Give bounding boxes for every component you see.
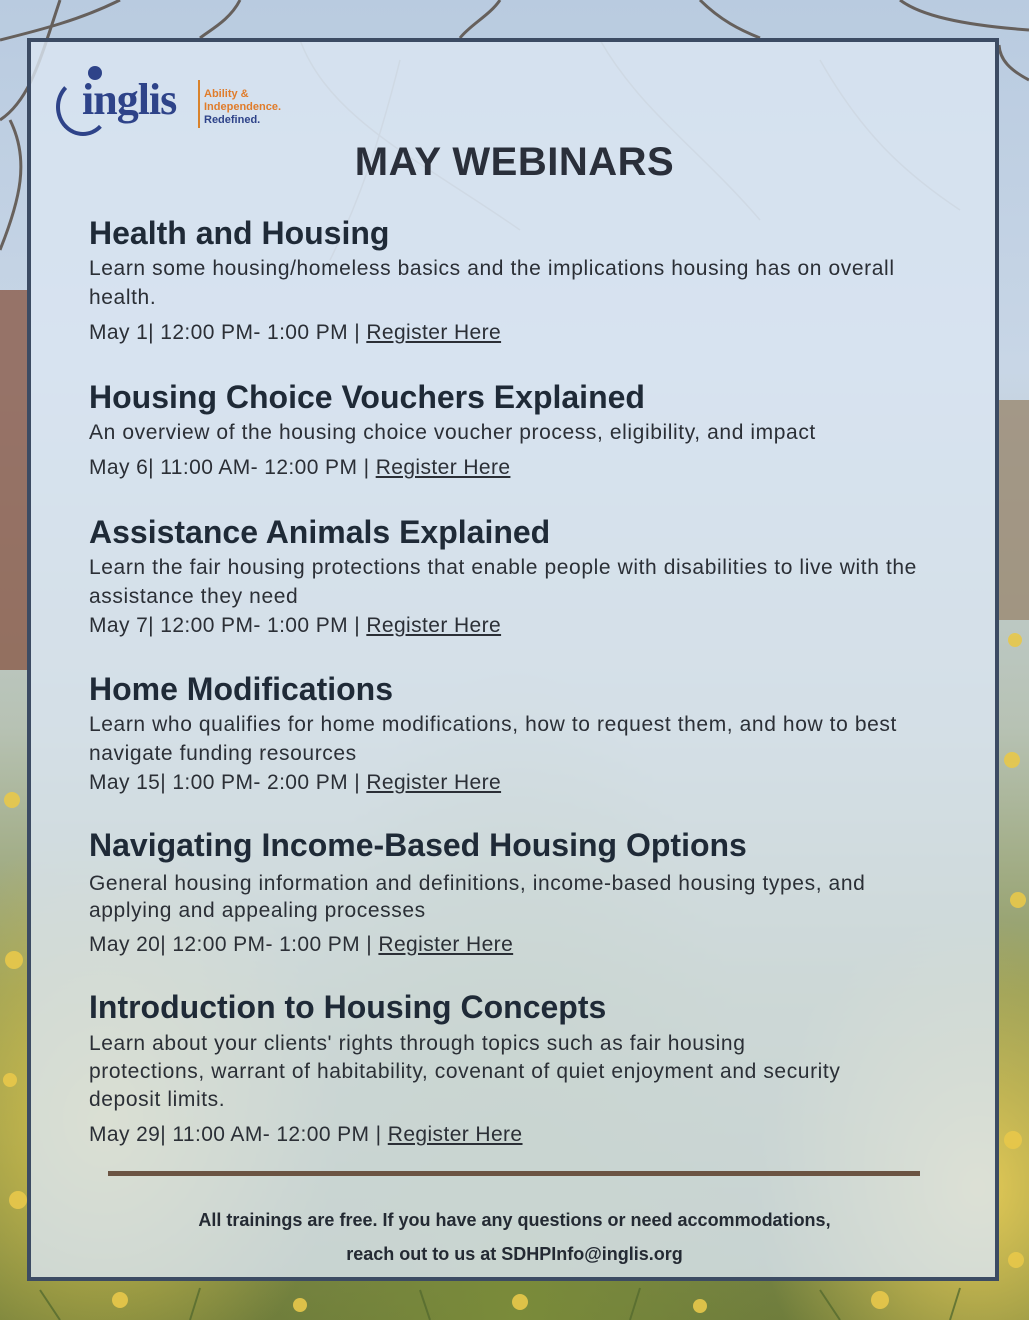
event-description: Learn some housing/homeless basics and the implications housing has on overall health. (89, 257, 895, 309)
event-title: Assistance Animals Explained (89, 514, 551, 550)
event-description: Learn the fair housing protections that enable people with disabilities to live with the assistance they need (89, 556, 917, 608)
footer-divider (108, 1171, 920, 1176)
register-link[interactable]: Register Here (366, 614, 502, 637)
event-description: General housing information and definitions, income-based housing types, and applying and appealing processes (89, 872, 866, 922)
register-link[interactable]: Register Here (387, 1123, 523, 1146)
footer-note (0, 1203, 1029, 1271)
event-time: May 15| 1:00 PM- 2:00 PM | (89, 771, 367, 794)
event-home-modifications (89, 670, 949, 797)
event-time: May 29| 11:00 AM- 12:00 PM | (89, 1123, 388, 1146)
event-housing-choice-vouchers (89, 378, 949, 482)
logo-wordmark: inglis (82, 75, 177, 124)
register-link[interactable]: Register Here (366, 321, 502, 344)
register-link[interactable]: Register Here (378, 933, 514, 956)
event-income-based-housing (89, 826, 949, 959)
event-time: May 1| 12:00 PM- 1:00 PM | (89, 321, 367, 344)
inglis-logo (52, 62, 302, 140)
event-title: Introduction to Housing Concepts (89, 989, 607, 1025)
event-description: Learn who qualifies for home modifications, how to request them, and how to best navigate funding resources (89, 713, 897, 765)
page-title: MAY WEBINARS (354, 140, 675, 184)
event-health-housing (89, 214, 949, 347)
event-time: May 7| 12:00 PM- 1:00 PM | (89, 614, 367, 637)
footer-line-1: All trainings are free. If you have any questions or need accommodations, (198, 1210, 831, 1230)
event-datetime (89, 453, 949, 482)
register-link[interactable]: Register Here (375, 456, 511, 479)
logo-tagline (204, 88, 281, 127)
event-title: Home Modifications (89, 671, 394, 707)
event-datetime (89, 318, 949, 347)
event-title: Health and Housing (89, 215, 390, 251)
event-description: An overview of the housing choice voucher process, eligibility, and impact (89, 421, 816, 444)
event-datetime (89, 611, 949, 640)
event-time: May 6| 11:00 AM- 12:00 PM | (89, 456, 376, 479)
event-assistance-animals (89, 513, 949, 640)
footer-line-2: reach out to us at SDHPInfo@inglis.org (346, 1244, 683, 1264)
event-time: May 20| 12:00 PM- 1:00 PM | (89, 933, 379, 956)
event-title: Housing Choice Vouchers Explained (89, 379, 645, 415)
tagline-line-3: Redefined. (204, 114, 261, 126)
event-title: Navigating Income-Based Housing Options (89, 827, 747, 863)
event-datetime (89, 930, 949, 959)
tagline-line-2: Independence. (204, 101, 282, 113)
event-datetime (89, 768, 949, 797)
tagline-line-1: Ability & (204, 88, 249, 100)
logo-divider (198, 80, 200, 128)
event-intro-housing-concepts (89, 988, 949, 1149)
event-description: Learn about your clients' rights through topics such as fair housing protections, warrant of habitability, covenant of quiet enjoyment and security deposit limits. (89, 1032, 841, 1111)
event-datetime (89, 1120, 949, 1149)
register-link[interactable]: Register Here (366, 771, 502, 794)
